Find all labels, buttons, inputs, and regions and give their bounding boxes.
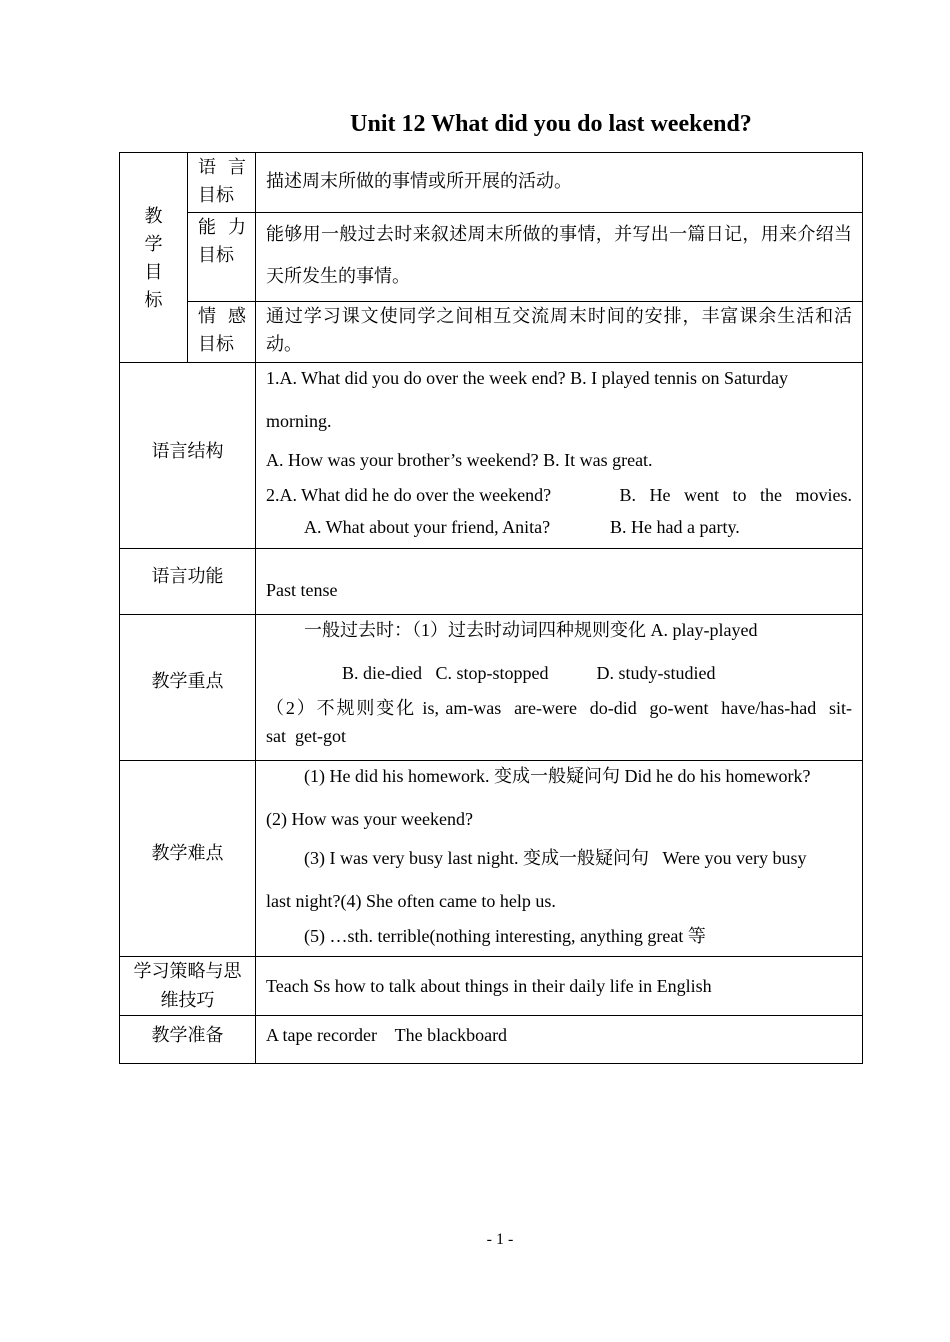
emotion-objective-label: 情 感 目标 [188,302,256,363]
ability-objective-label: 能 力 目标 [188,213,256,302]
page-number: - 1 - [486,1231,514,1248]
key-points-content: 一般过去时：（1）过去时动词四种规则变化 A. play-played B. die-died C. stop-stopped D. study-studied （2）不规则变化 is, am-was are-were do-did go-went have/has-had sit- sat get-got [256,615,863,761]
lesson-plan-table [119,152,863,1064]
strategy-content: Teach Ss how to talk about things in their daily life in English [256,957,863,1016]
row-strategy [120,957,863,1016]
row-language-objective [120,153,863,213]
key-points-label: 教学重点 [120,615,256,761]
row-key-points [120,615,863,761]
language-structure-label: 语言结构 [120,363,256,549]
teaching-objectives-label: 教 学 目 标 [120,153,188,363]
language-objective-label: 语 言 目标 [188,153,256,213]
preparation-content: A tape recorder The blackboard [256,1016,863,1064]
language-structure-content: 1.A. What did you do over the week end? B. I played tennis on Saturday morning. A. How was your brother’s weekend? B. It was great. 2.A. What did he do over the weekend? B. He went to the movies. A. What about your friend, Anita? B. He had a party. [256,363,863,549]
strategy-label: 学习策略与思 维技巧 [120,957,256,1016]
language-objective-content: 描述周末所做的事情或所开展的活动。 [256,153,863,213]
preparation-label: 教学准备 [120,1016,256,1064]
row-preparation [120,1016,863,1064]
row-emotion-objective [120,302,863,363]
row-language-structure [120,363,863,549]
ability-objective-content: 能够用一般过去时来叙述周末所做的事情，并写出一篇日记，用来介绍当天所发生的事情。 [256,213,863,302]
language-function-content: Past tense [256,549,863,615]
language-function-label: 语言功能 [120,549,256,615]
difficulties-label: 教学难点 [120,761,256,957]
emotion-objective-content: 通过学习课文使同学之间相互交流周末时间的安排，丰富课余生活和活动。 [256,302,863,363]
row-ability-objective [120,213,863,302]
document-title: Unit 12 What did you do last weekend? [350,111,752,137]
row-language-function [120,549,863,615]
difficulties-content: (1) He did his homework. 变成一般疑问句 Did he do his homework? (2) How was your weekend? (3) I was very busy last night. 变成一般疑问句 Were you very busy last night?(4) She often came to help us. (5) …sth. terrible(nothing interesting, anything great 等 [256,761,863,957]
row-difficulties [120,761,863,957]
